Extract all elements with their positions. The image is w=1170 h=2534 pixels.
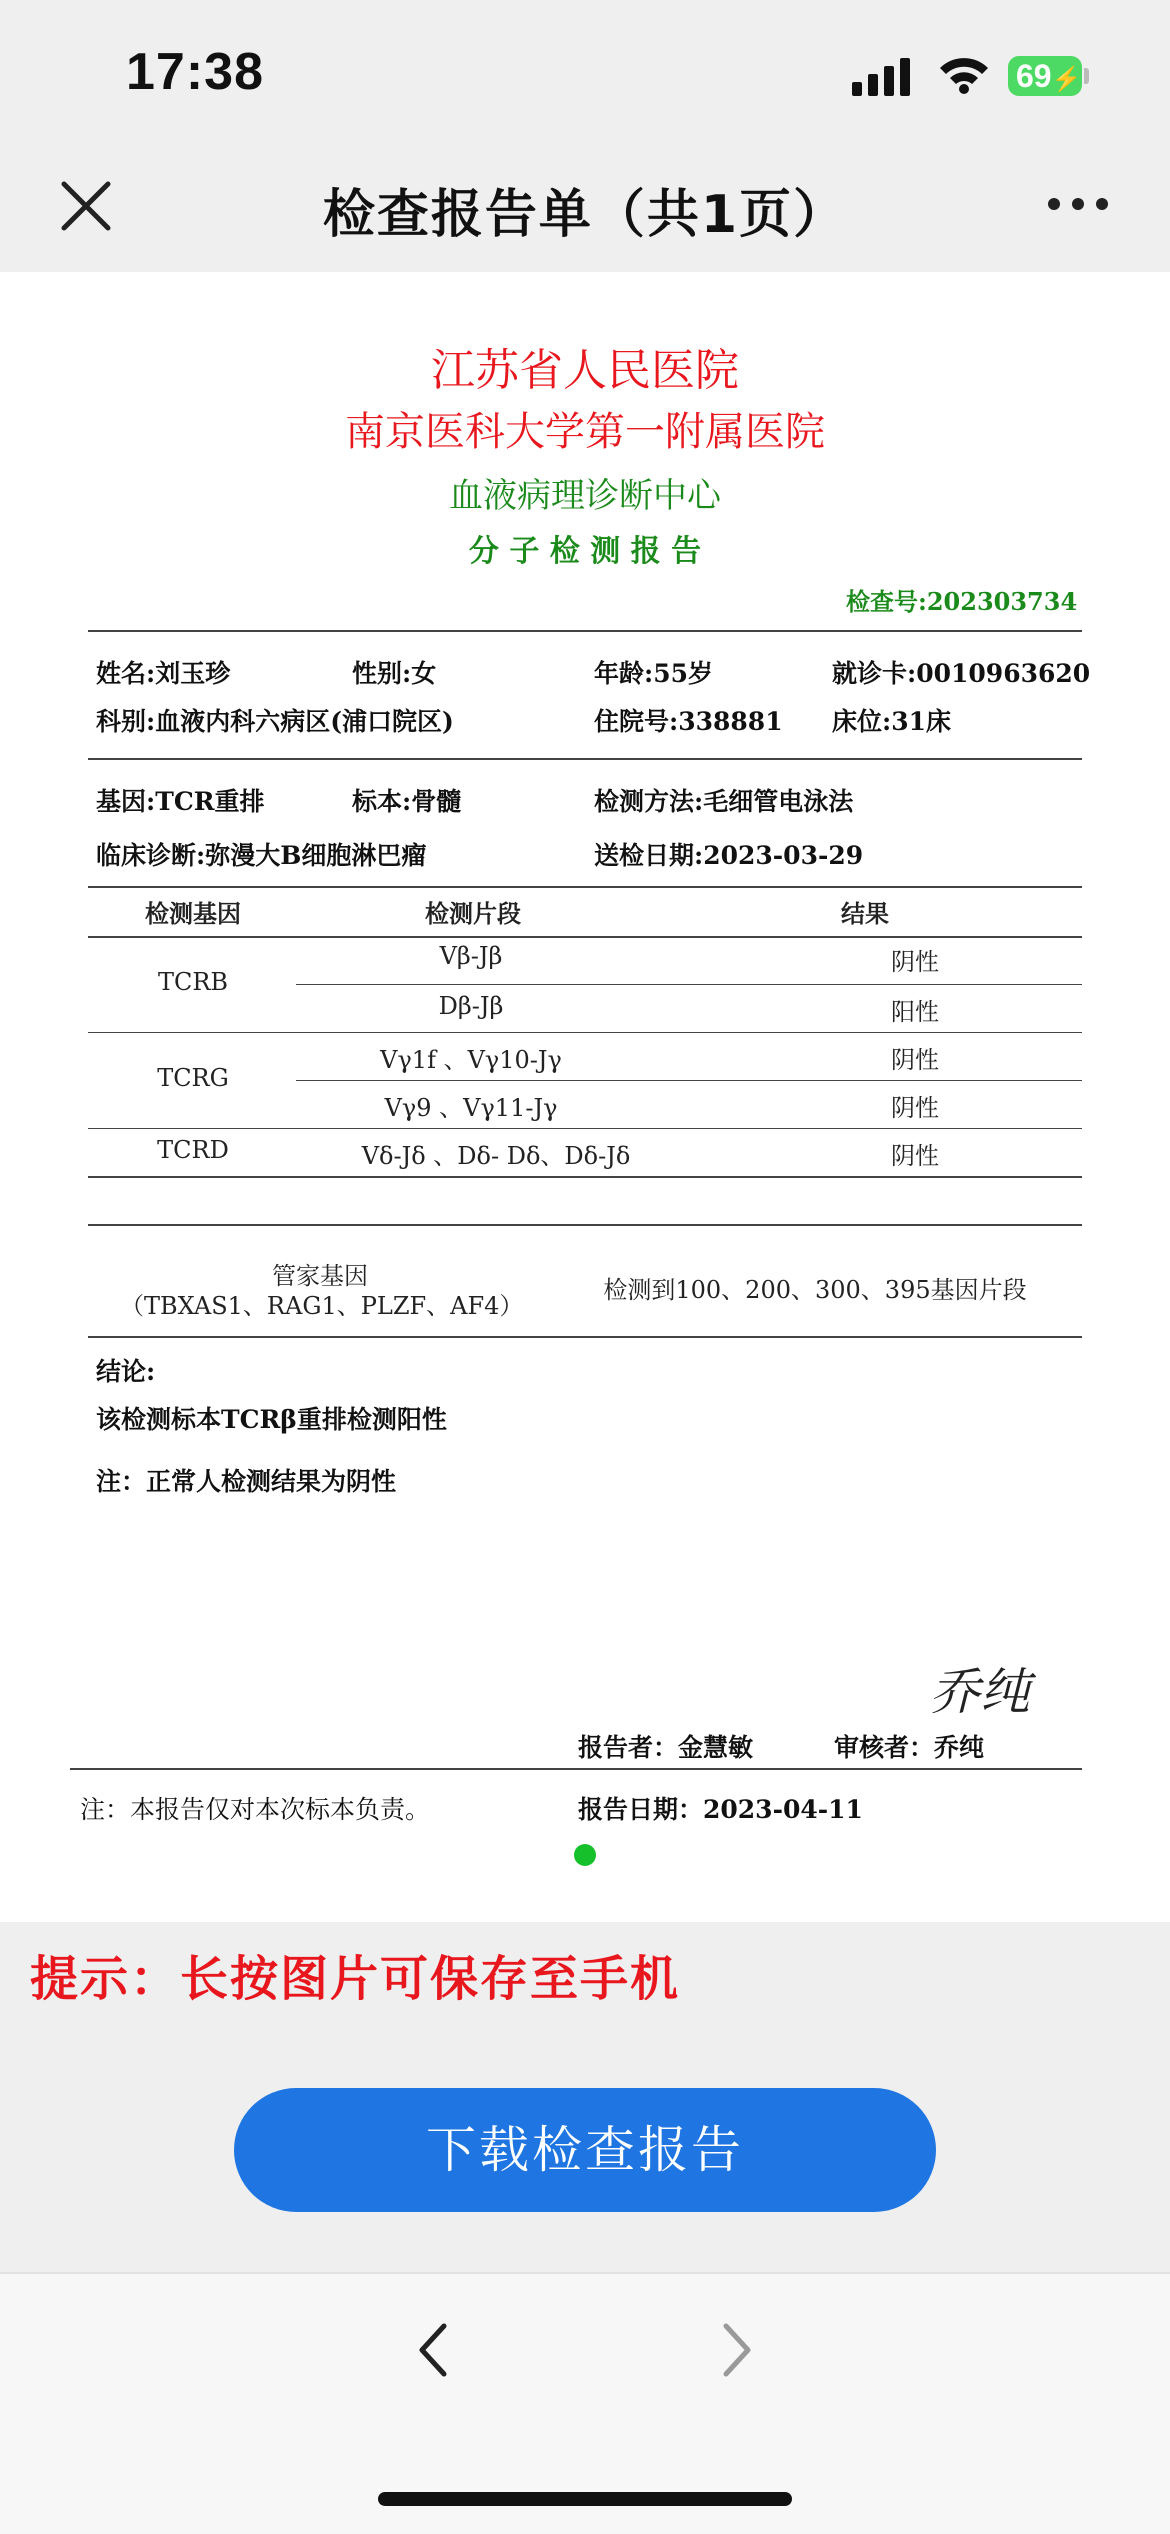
page-title: 检查报告单（共1页） xyxy=(322,185,848,245)
conclusion-label: 结论: xyxy=(96,1357,156,1386)
send-date: 送检日期:2023-03-29 xyxy=(594,841,864,870)
cellular-signal-icon xyxy=(852,58,918,98)
department: 科别:血液内科六病区(浦口院区) xyxy=(96,707,454,736)
table-header-gene: 检测基因 xyxy=(145,899,241,928)
patient-sex: 性别:女 xyxy=(352,659,437,688)
divider xyxy=(88,630,1082,632)
more-dot-icon xyxy=(1072,198,1084,210)
more-options-button[interactable] xyxy=(1048,194,1118,218)
hospital-affiliation: 南京医科大学第一附属医院 xyxy=(345,409,825,455)
center-name: 血液病理诊断中心 xyxy=(449,476,721,516)
download-report-button[interactable]: 下载检查报告 xyxy=(234,2088,936,2212)
footer-note: 注：本报告仅对本次标本负责。 xyxy=(80,1795,431,1824)
hospital-name: 江苏省人民医院 xyxy=(431,345,739,396)
table-gene-cell: TCRD xyxy=(157,1136,229,1164)
test-gene: 基因:TCR重排 xyxy=(96,787,265,816)
table-segment-cell: Vγ1f 、Vγ10-Jγ xyxy=(380,1046,562,1074)
conclusion-text: 该检测标本TCRβ重排检测阳性 xyxy=(96,1405,447,1434)
report-date: 报告日期：2023-04-11 xyxy=(578,1795,863,1824)
report-image[interactable] xyxy=(0,272,1170,1922)
divider xyxy=(70,1768,1082,1770)
home-indicator xyxy=(378,2492,792,2506)
status-dot-icon xyxy=(574,1844,596,1866)
table-segment-cell: Vβ-Jβ xyxy=(439,942,503,970)
table-result-cell: 阴性 xyxy=(891,1094,939,1122)
housekeeping-label: 管家基因 xyxy=(272,1262,368,1290)
normal-note: 注：正常人检测结果为阴性 xyxy=(96,1467,397,1496)
more-dot-icon xyxy=(1096,198,1108,210)
back-arrow-icon[interactable] xyxy=(414,2322,454,2378)
specimen: 标本:骨髓 xyxy=(352,787,462,816)
table-segment-cell: Vγ9 、Vγ11-Jγ xyxy=(384,1094,558,1122)
table-gene-cell: TCRB xyxy=(157,968,229,996)
more-dot-icon xyxy=(1048,198,1060,210)
bed-number: 床位:31床 xyxy=(832,707,952,736)
table-header-line xyxy=(88,936,1082,938)
exam-number: 检查号:202303734 xyxy=(846,587,1078,616)
table-top-line xyxy=(88,886,1082,888)
battery-level: 69⚡ xyxy=(1008,56,1082,96)
test-method: 检测方法:毛细管电泳法 xyxy=(594,787,854,816)
divider xyxy=(88,758,1082,760)
table-gene-cell: TCRG xyxy=(157,1064,229,1092)
table-result-cell: 阴性 xyxy=(891,948,939,976)
signature: 乔纯 xyxy=(930,1663,1030,1721)
divider xyxy=(88,1336,1082,1338)
forward-arrow-icon[interactable] xyxy=(716,2322,756,2378)
housekeeping-genes: （TBXAS1、RAG1、PLZF、AF4） xyxy=(120,1292,524,1320)
table-header-result: 结果 xyxy=(841,899,889,928)
charging-bolt-icon: ⚡ xyxy=(1051,66,1082,93)
table-result-cell: 阳性 xyxy=(891,998,939,1026)
table-row-line xyxy=(88,1128,1082,1129)
housekeeping-result: 检测到100、200、300、395基因片段 xyxy=(603,1276,1027,1304)
status-time: 17:38 xyxy=(126,43,264,101)
clinical-diagnosis: 临床诊断:弥漫大B细胞淋巴瘤 xyxy=(96,841,427,870)
table-row-line xyxy=(88,1224,1082,1226)
report-type: 分 子 检 测 报 告 xyxy=(468,534,702,569)
reporter: 报告者：金慧敏 xyxy=(578,1733,754,1762)
table-row-line xyxy=(296,984,1082,985)
patient-card: 就诊卡:0010963620 xyxy=(832,659,1091,688)
table-result-cell: 阴性 xyxy=(891,1046,939,1074)
patient-name: 姓名:刘玉珍 xyxy=(96,659,231,688)
table-row-line xyxy=(88,1032,1082,1033)
table-segment-cell: Dβ-Jβ xyxy=(438,992,504,1020)
patient-age: 年龄:55岁 xyxy=(594,659,714,688)
table-row-line xyxy=(296,1080,1082,1081)
reviewer: 审核者：乔纯 xyxy=(834,1733,985,1762)
save-hint: 提示：长按图片可保存至手机 xyxy=(30,1951,681,2007)
table-segment-cell: Vδ-Jδ 、Dδ- Dδ、Dδ-Jδ xyxy=(361,1142,631,1170)
table-header-segment: 检测片段 xyxy=(425,899,521,928)
wifi-icon xyxy=(938,54,990,94)
table-row-line xyxy=(88,1176,1082,1178)
inpatient-number: 住院号:338881 xyxy=(594,707,783,736)
battery-cap xyxy=(1084,68,1089,84)
table-result-cell: 阴性 xyxy=(891,1142,939,1170)
